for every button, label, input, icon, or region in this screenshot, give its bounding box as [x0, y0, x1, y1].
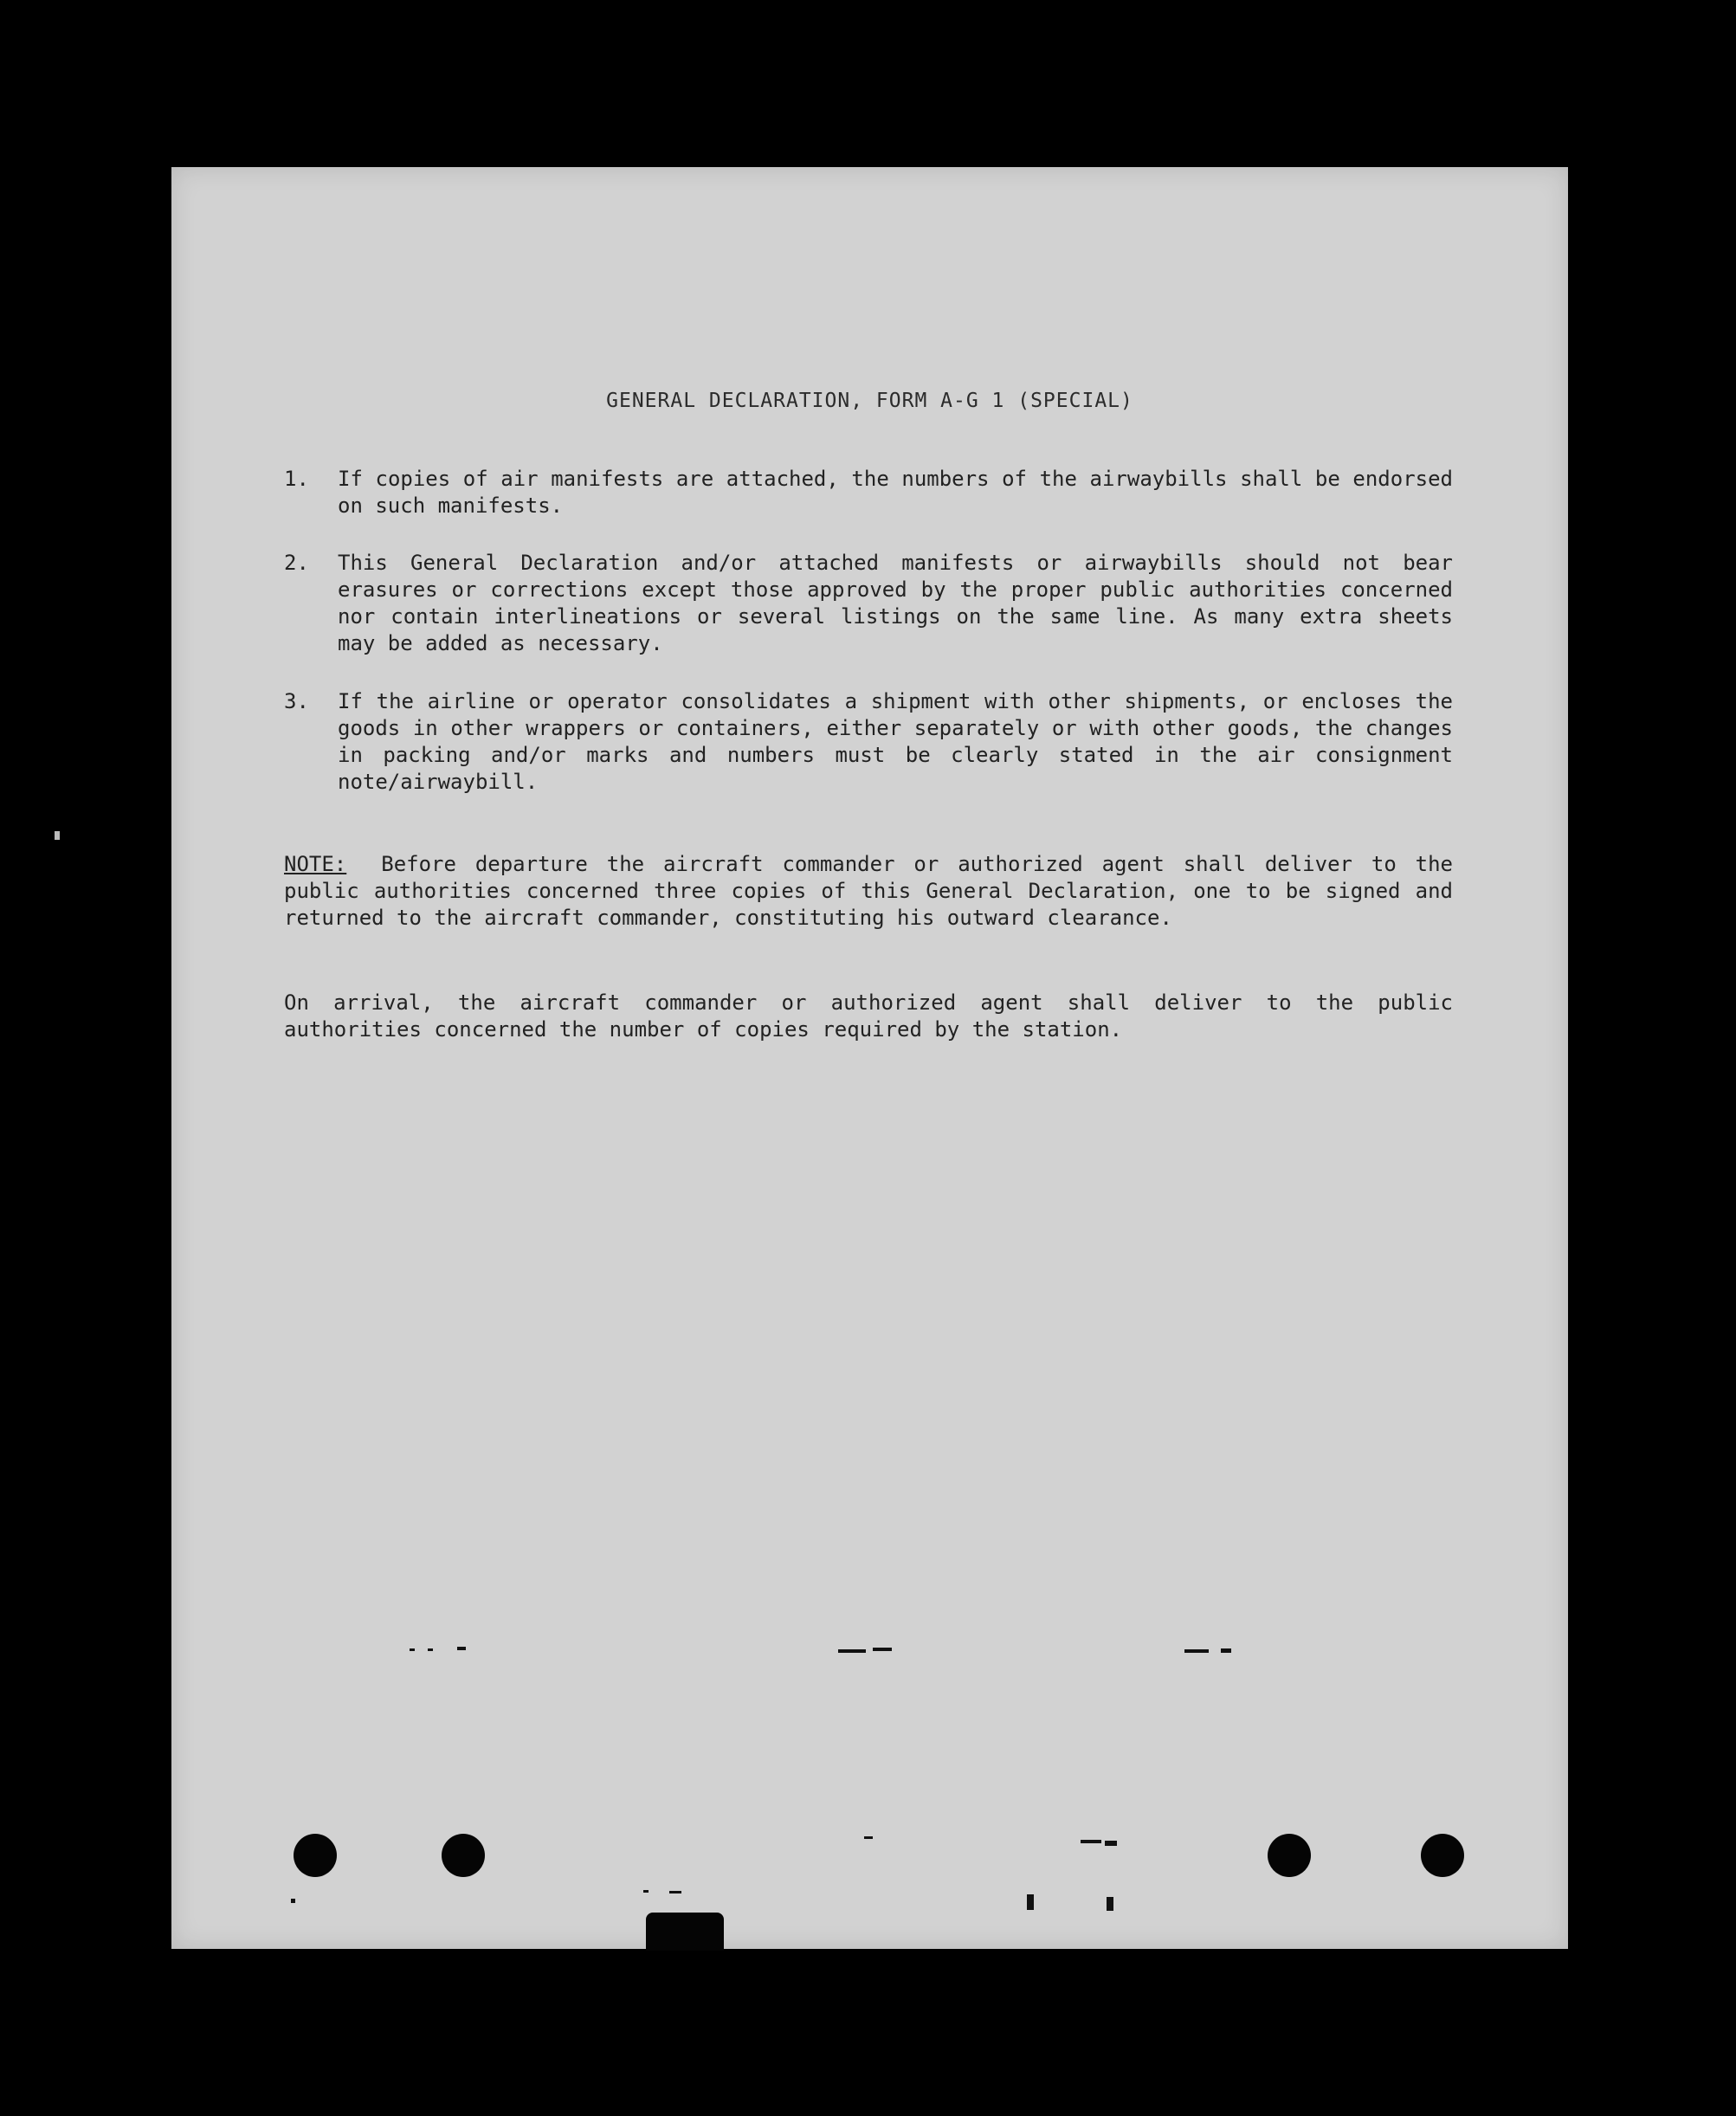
scan-speck — [291, 1899, 295, 1903]
punch-hole — [1421, 1834, 1464, 1877]
punch-hole — [1268, 1834, 1311, 1877]
scan-speck — [428, 1648, 433, 1651]
punch-hole — [442, 1834, 485, 1877]
list-item — [284, 688, 1453, 796]
arrival-paragraph — [284, 990, 1453, 1043]
item-text: If the airline or operator consolidates a shipment with other shipments, or encloses the goods in other wrappers or containers, either separately or with other goods, the changes in packing and/or marks and numbers must be clearly stated in the air consignment note/airwaybill. — [338, 689, 1453, 794]
item-text: If copies of air manifests are attached, the numbers of the airwaybills shall be endorsed on such manifests. — [338, 467, 1453, 518]
scan-speck — [838, 1649, 866, 1653]
scan-speck — [669, 1891, 681, 1893]
document-page — [171, 167, 1568, 1949]
scan-speck — [1027, 1894, 1034, 1910]
item-text: This General Declaration and/or attached manifests or airwaybills should not bear erasures or corrections except those approved by the proper public authorities concerned nor contain interlineations or several listings on the same line. As many extra sheets may be added as necessary. — [338, 551, 1453, 655]
scan-speck — [1105, 1841, 1117, 1846]
scan-speck — [864, 1836, 873, 1839]
list-item — [284, 466, 1453, 519]
scan-speck — [1081, 1840, 1101, 1843]
item-number: 2. — [284, 551, 309, 575]
scan-speck — [873, 1648, 892, 1651]
item-number: 1. — [284, 467, 309, 491]
page-notch — [646, 1913, 724, 1951]
scan-speck — [410, 1648, 415, 1651]
note-label: NOTE: — [284, 852, 347, 876]
arrival-text: On arrival, the aircraft commander or authorized agent shall deliver to the public authorities concerned the number of copies required by the station. — [284, 990, 1453, 1042]
scan-speck — [1184, 1649, 1209, 1653]
scan-speck — [457, 1647, 466, 1650]
note-text: Before departure the aircraft commander or authorized agent shall deliver to the public authorities concerned three copies of this General Declaration, one to be signed and returned to the aircraft commander, constituting his outward clearance. — [284, 852, 1453, 930]
document-title: GENERAL DECLARATION, FORM A-G 1 (SPECIAL) — [606, 390, 1133, 412]
scan-speck — [643, 1890, 649, 1893]
scan-speck — [55, 831, 60, 840]
note-paragraph — [284, 851, 1453, 932]
item-number: 3. — [284, 689, 309, 713]
punch-hole — [294, 1834, 337, 1877]
list-item — [284, 550, 1453, 657]
scan-speck — [1221, 1648, 1231, 1653]
scan-speck — [1107, 1897, 1113, 1911]
